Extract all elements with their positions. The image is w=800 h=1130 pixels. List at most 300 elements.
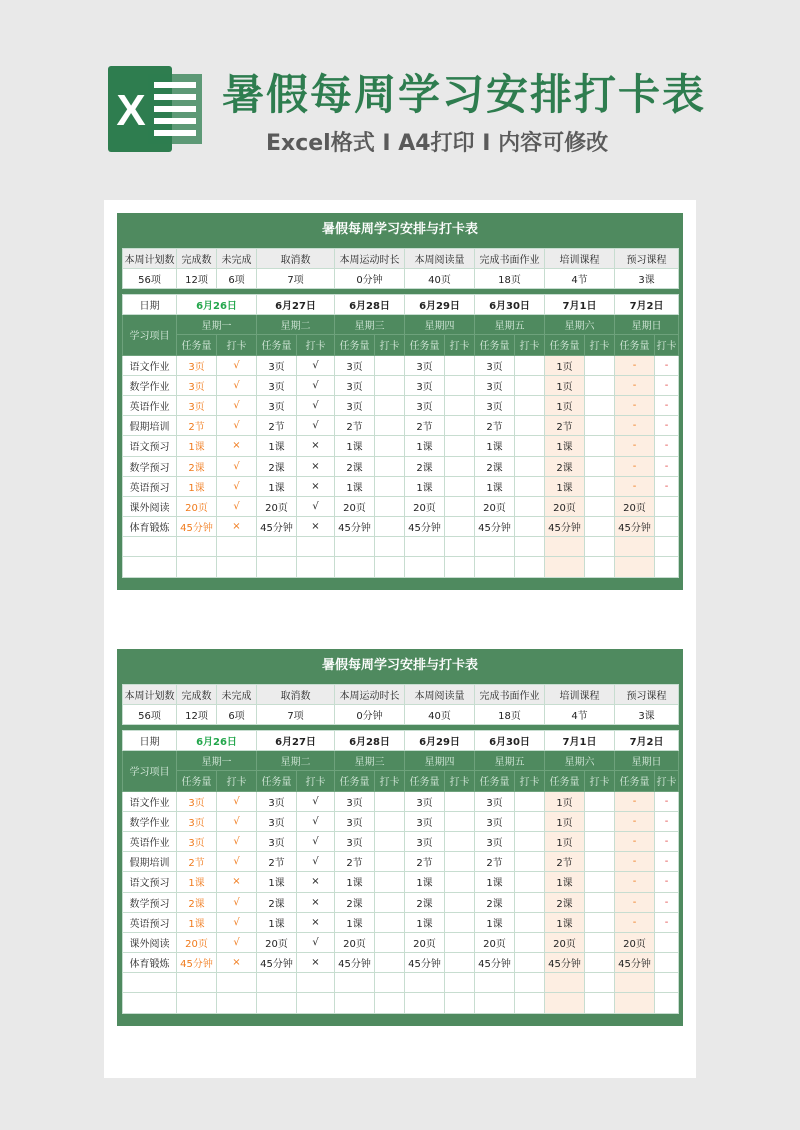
task-cell: 1课 (405, 872, 445, 892)
task-cell: 2课 (335, 892, 375, 912)
check-cell: - (655, 852, 679, 872)
check-cell (445, 872, 475, 892)
subheader-row (123, 771, 679, 791)
date-cell: 6月29日 (405, 731, 475, 751)
check-cell (375, 872, 405, 892)
page-title: 暑假每周学习安排打卡表 (222, 70, 707, 119)
task-header: 任务量 (615, 335, 655, 355)
table-row (123, 395, 679, 415)
summary-label: 预习课程 (615, 249, 679, 269)
check-cell (375, 456, 405, 476)
task-cell: - (615, 436, 655, 456)
weekday-header: 星期日 (615, 751, 679, 771)
weekday-header: 星期二 (257, 751, 335, 771)
task-cell: 2节 (475, 852, 515, 872)
blank-cell (375, 537, 405, 557)
spreadsheet (117, 649, 683, 1026)
blank-cell (123, 993, 177, 1013)
check-cell: - (655, 872, 679, 892)
summary-value: 56项 (123, 269, 177, 289)
check-cell (375, 416, 405, 436)
check-cell (655, 517, 679, 537)
check-cell (375, 517, 405, 537)
check-cell (655, 953, 679, 973)
check-cell: × (297, 436, 335, 456)
blank-cell (123, 537, 177, 557)
task-cell: - (615, 355, 655, 375)
task-cell: 2节 (405, 852, 445, 872)
check-cell: √ (217, 791, 257, 811)
task-cell: 3页 (177, 791, 217, 811)
check-cell: √ (217, 476, 257, 496)
blank-row (123, 993, 679, 1013)
check-cell: - (655, 456, 679, 476)
task-cell: 3页 (475, 375, 515, 395)
task-cell: 2课 (177, 456, 217, 476)
summary-value-row (123, 269, 679, 289)
check-cell (585, 872, 615, 892)
blank-cell (217, 537, 257, 557)
check-cell: √ (297, 496, 335, 516)
table-row (123, 476, 679, 496)
task-cell: 1课 (475, 476, 515, 496)
date-cell: 6月28日 (335, 295, 405, 315)
task-cell: 3页 (475, 811, 515, 831)
date-cell: 6月30日 (475, 295, 545, 315)
date-row (123, 295, 679, 315)
check-cell: √ (217, 416, 257, 436)
date-row (123, 731, 679, 751)
blank-cell (405, 557, 445, 577)
item-label: 数学预习 (123, 456, 177, 476)
check-cell: - (655, 912, 679, 932)
task-cell: - (615, 476, 655, 496)
summary-label: 取消数 (257, 249, 335, 269)
task-cell: 20页 (257, 932, 297, 952)
task-cell: 1课 (545, 476, 585, 496)
task-cell: 3页 (177, 831, 217, 851)
blank-cell (615, 993, 655, 1013)
summary-label: 完成数 (177, 249, 217, 269)
task-cell: 2课 (257, 892, 297, 912)
check-cell (375, 953, 405, 973)
check-cell: √ (297, 932, 335, 952)
check-cell: - (655, 476, 679, 496)
check-cell (375, 852, 405, 872)
blank-cell (297, 537, 335, 557)
check-cell (655, 932, 679, 952)
item-label: 课外阅读 (123, 932, 177, 952)
task-cell: 3页 (405, 355, 445, 375)
task-cell: 3页 (405, 375, 445, 395)
task-cell: 2课 (257, 456, 297, 476)
table-row (123, 872, 679, 892)
weekday-header: 星期一 (177, 751, 257, 771)
check-cell: √ (217, 375, 257, 395)
task-cell: 1课 (177, 872, 217, 892)
check-cell (445, 953, 475, 973)
item-label: 数学作业 (123, 375, 177, 395)
item-label: 数学作业 (123, 811, 177, 831)
task-header: 任务量 (335, 771, 375, 791)
check-cell (515, 416, 545, 436)
summary-value: 40页 (405, 269, 475, 289)
task-cell: 3页 (475, 831, 515, 851)
check-cell (375, 375, 405, 395)
task-cell: 1课 (405, 476, 445, 496)
check-cell: √ (297, 831, 335, 851)
check-cell (515, 791, 545, 811)
check-cell: - (655, 791, 679, 811)
table-row (123, 416, 679, 436)
check-header: 打卡 (297, 335, 335, 355)
date-cell: 6月30日 (475, 731, 545, 751)
blank-row (123, 537, 679, 557)
blank-cell (445, 993, 475, 1013)
summary-value: 18页 (475, 705, 545, 725)
check-cell (515, 476, 545, 496)
blank-cell (297, 557, 335, 577)
check-cell (375, 791, 405, 811)
check-header: 打卡 (375, 335, 405, 355)
check-cell: √ (217, 892, 257, 912)
blank-cell (585, 537, 615, 557)
summary-value: 56项 (123, 705, 177, 725)
check-cell (375, 476, 405, 496)
blank-cell (515, 973, 545, 993)
task-cell: 3页 (405, 791, 445, 811)
task-cell: 3页 (335, 831, 375, 851)
item-label: 英语作业 (123, 395, 177, 415)
table-row (123, 892, 679, 912)
task-cell: 1页 (545, 375, 585, 395)
task-header: 任务量 (475, 335, 515, 355)
task-cell: 2课 (545, 456, 585, 476)
summary-value-row (123, 705, 679, 725)
check-header: 打卡 (655, 771, 679, 791)
date-cell: 6月29日 (405, 295, 475, 315)
blank-cell (585, 993, 615, 1013)
check-cell (445, 892, 475, 912)
task-cell: 20页 (545, 496, 585, 516)
task-cell: 45分钟 (257, 517, 297, 537)
task-cell: 1课 (257, 872, 297, 892)
blank-cell (545, 993, 585, 1013)
task-cell: - (615, 375, 655, 395)
check-cell (515, 831, 545, 851)
check-cell: × (217, 436, 257, 456)
blank-cell (177, 973, 217, 993)
blank-row (123, 973, 679, 993)
weekday-header: 星期日 (615, 315, 679, 335)
svg-text:X: X (116, 86, 146, 135)
task-cell: - (615, 831, 655, 851)
check-header: 打卡 (445, 771, 475, 791)
summary-value: 12项 (177, 269, 217, 289)
summary-label: 本周运动时长 (335, 685, 405, 705)
check-cell: - (655, 436, 679, 456)
blank-cell (217, 973, 257, 993)
check-cell (375, 811, 405, 831)
weekday-header: 星期六 (545, 315, 615, 335)
date-cell: 6月26日 (177, 295, 257, 315)
task-cell: 1课 (257, 912, 297, 932)
page-subtitle: Excel格式 I A4打印 I 内容可修改 (266, 131, 609, 156)
blank-cell (545, 557, 585, 577)
check-cell: × (217, 872, 257, 892)
check-cell (515, 872, 545, 892)
check-header: 打卡 (217, 335, 257, 355)
task-cell: 1课 (257, 436, 297, 456)
blank-cell (515, 557, 545, 577)
check-cell (375, 932, 405, 952)
task-cell: 2课 (177, 892, 217, 912)
task-cell: 45分钟 (177, 517, 217, 537)
summary-value: 3课 (615, 269, 679, 289)
summary-label: 本周计划数 (123, 249, 177, 269)
check-cell: √ (217, 395, 257, 415)
page-header (0, 0, 800, 190)
summary-value: 4节 (545, 705, 615, 725)
blank-cell (655, 973, 679, 993)
table-row (123, 852, 679, 872)
weekday-header: 星期四 (405, 751, 475, 771)
task-cell: 20页 (615, 496, 655, 516)
task-cell: 1课 (335, 436, 375, 456)
check-header: 打卡 (375, 771, 405, 791)
check-cell (445, 456, 475, 476)
check-cell (585, 852, 615, 872)
blank-cell (615, 537, 655, 557)
summary-label: 本周阅读量 (405, 249, 475, 269)
task-cell: 1课 (257, 476, 297, 496)
check-cell (445, 517, 475, 537)
task-cell: 2节 (177, 416, 217, 436)
task-cell: 2课 (405, 892, 445, 912)
check-header: 打卡 (445, 335, 475, 355)
task-cell: 1课 (475, 872, 515, 892)
item-label: 语文预习 (123, 872, 177, 892)
task-header: 任务量 (177, 335, 217, 355)
item-label: 数学预习 (123, 892, 177, 912)
task-cell: 1页 (545, 395, 585, 415)
item-label: 英语预习 (123, 912, 177, 932)
task-cell: 45分钟 (475, 517, 515, 537)
task-cell: 3页 (177, 395, 217, 415)
check-cell (585, 476, 615, 496)
task-cell: 20页 (257, 496, 297, 516)
blank-cell (475, 973, 515, 993)
task-cell: 45分钟 (257, 953, 297, 973)
check-cell (585, 416, 615, 436)
table-row (123, 517, 679, 537)
check-cell: × (297, 476, 335, 496)
summary-label: 本周运动时长 (335, 249, 405, 269)
task-cell: 1课 (475, 436, 515, 456)
blank-cell (257, 993, 297, 1013)
task-cell: 1页 (545, 791, 585, 811)
summary-label: 完成书面作业 (475, 249, 545, 269)
sheet-title: 暑假每周学习安排与打卡表 (321, 222, 478, 237)
task-cell: 2节 (257, 416, 297, 436)
task-cell: 45分钟 (405, 953, 445, 973)
task-cell: 2节 (177, 852, 217, 872)
check-cell (515, 953, 545, 973)
weekday-row (123, 751, 679, 771)
task-cell: 2课 (475, 892, 515, 912)
check-cell (515, 892, 545, 912)
task-cell: 45分钟 (475, 953, 515, 973)
blank-cell (217, 557, 257, 577)
check-cell (585, 892, 615, 912)
task-cell: 2课 (405, 456, 445, 476)
blank-cell (615, 557, 655, 577)
check-cell (375, 831, 405, 851)
weekday-header: 星期三 (335, 315, 405, 335)
task-cell: 45分钟 (335, 953, 375, 973)
check-cell: × (297, 892, 335, 912)
table-row (123, 496, 679, 516)
task-cell: 2节 (545, 416, 585, 436)
task-cell: 1课 (405, 912, 445, 932)
date-cell: 6月27日 (257, 295, 335, 315)
check-cell: √ (217, 912, 257, 932)
task-cell: 45分钟 (335, 517, 375, 537)
date-cell: 7月2日 (615, 731, 679, 751)
check-cell: √ (217, 496, 257, 516)
summary-value: 3课 (615, 705, 679, 725)
blank-cell (515, 993, 545, 1013)
blank-cell (545, 537, 585, 557)
blank-cell (655, 557, 679, 577)
task-cell: 45分钟 (615, 517, 655, 537)
check-cell (585, 831, 615, 851)
summary-label: 完成书面作业 (475, 685, 545, 705)
check-cell: √ (217, 811, 257, 831)
blank-cell (257, 537, 297, 557)
item-label: 英语预习 (123, 476, 177, 496)
check-cell (445, 831, 475, 851)
blank-cell (257, 557, 297, 577)
blank-cell (475, 557, 515, 577)
blank-cell (335, 973, 375, 993)
task-cell: 3页 (257, 395, 297, 415)
check-cell: √ (297, 355, 335, 375)
blank-cell (445, 557, 475, 577)
blank-cell (335, 557, 375, 577)
task-header: 任务量 (405, 335, 445, 355)
blank-cell (405, 993, 445, 1013)
date-cell: 6月26日 (177, 731, 257, 751)
blank-cell (445, 537, 475, 557)
task-cell: 45分钟 (177, 953, 217, 973)
check-cell: √ (217, 456, 257, 476)
blank-cell (445, 973, 475, 993)
task-header: 任务量 (177, 771, 217, 791)
blank-cell (475, 993, 515, 1013)
check-cell (375, 436, 405, 456)
check-cell: × (297, 456, 335, 476)
task-header: 任务量 (545, 335, 585, 355)
check-cell (515, 811, 545, 831)
check-cell (445, 791, 475, 811)
check-cell: - (655, 416, 679, 436)
blank-cell (123, 557, 177, 577)
summary-value: 18页 (475, 269, 545, 289)
check-cell: √ (217, 355, 257, 375)
date-cell: 7月1日 (545, 295, 615, 315)
check-cell (445, 852, 475, 872)
task-cell: 3页 (257, 811, 297, 831)
check-header: 打卡 (297, 771, 335, 791)
task-cell: - (615, 912, 655, 932)
summary-label-row (123, 685, 679, 705)
item-label: 假期培训 (123, 416, 177, 436)
check-cell: √ (297, 852, 335, 872)
check-cell (585, 395, 615, 415)
weekday-header: 星期五 (475, 751, 545, 771)
task-cell: 2课 (475, 456, 515, 476)
check-cell (515, 517, 545, 537)
weekday-header: 星期四 (405, 315, 475, 335)
task-cell: 1课 (545, 436, 585, 456)
weekday-header: 星期二 (257, 315, 335, 335)
task-cell: 3页 (177, 375, 217, 395)
task-cell: 3页 (335, 395, 375, 415)
task-cell: 1课 (177, 476, 217, 496)
table-row (123, 932, 679, 952)
task-cell: - (615, 852, 655, 872)
date-cell: 6月27日 (257, 731, 335, 751)
check-cell (515, 496, 545, 516)
blank-cell (335, 993, 375, 1013)
check-cell (515, 456, 545, 476)
check-cell: - (655, 375, 679, 395)
task-cell: 2课 (335, 456, 375, 476)
task-cell: 3页 (257, 831, 297, 851)
blank-cell (655, 993, 679, 1013)
task-header: 任务量 (405, 771, 445, 791)
blank-cell (615, 973, 655, 993)
summary-label: 本周阅读量 (405, 685, 475, 705)
task-cell: - (615, 395, 655, 415)
check-cell (375, 912, 405, 932)
check-cell: √ (297, 811, 335, 831)
summary-label: 未完成 (217, 249, 257, 269)
item-label: 课外阅读 (123, 496, 177, 516)
task-cell: 3页 (475, 791, 515, 811)
item-label: 体育锻炼 (123, 953, 177, 973)
task-cell: 1课 (335, 912, 375, 932)
item-label: 语文作业 (123, 355, 177, 375)
check-cell (445, 476, 475, 496)
task-cell: 20页 (545, 932, 585, 952)
check-cell: × (297, 517, 335, 537)
summary-label-row (123, 249, 679, 269)
task-header: 任务量 (475, 771, 515, 791)
item-label: 英语作业 (123, 831, 177, 851)
check-cell (445, 912, 475, 932)
check-cell: - (655, 355, 679, 375)
blank-cell (297, 993, 335, 1013)
check-cell (655, 496, 679, 516)
check-cell (515, 932, 545, 952)
summary-label: 培训课程 (545, 249, 615, 269)
task-cell: 1课 (335, 476, 375, 496)
task-cell: 2节 (257, 852, 297, 872)
task-header: 任务量 (545, 771, 585, 791)
summary-label: 完成数 (177, 685, 217, 705)
